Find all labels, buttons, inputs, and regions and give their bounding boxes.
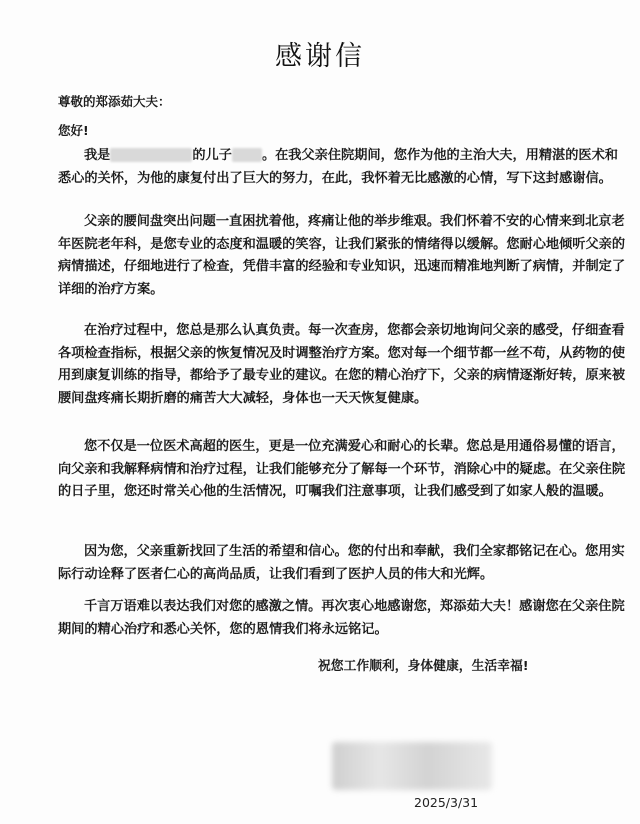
closing-wishes: 祝您工作顺利，身体健康，生活幸福! (318, 659, 529, 674)
redacted-signature (332, 742, 492, 790)
paragraph-hope: 因为您，父亲重新找回了生活的希望和信心。您的付出和奉献，我们全家都铭记在心。您用实际行动诠释了医者仁心的高尚品质，让我们看到了医护人员的伟大和光辉。 (58, 544, 625, 582)
paragraph-thanks: 千言万语难以表达我们对您的感激之情。再次衷心地感谢您，郑添茹大夫！感谢您在父亲住院期间的精心治疗和悉心关怀，您的恩情我们将永远铭记。 (58, 599, 625, 637)
intro-text-end: 。在我父亲住院期间，您作为他的主治大夫，用精湛的医术和悉心的关怀，为他的康复付出了巨大的努力，在此，我怀着无比感激的心情，写下这封感谢信。 (58, 148, 618, 186)
greeting: 您好! (58, 123, 89, 138)
paragraph-treatment: 在治疗过程中，您总是那么认真负责。每一次查房，您都会亲切地询问父亲的感受，仔细查看各项检查指标，根据父亲的恢复情况及时调整治疗方案。您对每一个细节都一丝不苟，从药物的使用到康复训练的指导，都给予了最专业的建议。在您的精心治疗下，父亲的病情逐渐好转，原来被腰间盘疼痛长期折磨的痛苦大大减轻，身体也一天天恢复健康。 (58, 323, 626, 406)
paragraph-care: 您不仅是一位医术高超的医生，更是一位充满爱心和耐心的长辈。您总是用通俗易懂的语言，向父亲和我解释病情和治疗过程，让我们能够充分了解每一个环节，消除心中的疑虑。在父亲住院的日子里，您还时常关心他的生活情况，叮嘱我们注意事项，让我们感受到了如家人般的温暖。 (58, 439, 626, 499)
paragraph-intro (58, 145, 626, 190)
redacted-father-name (110, 148, 192, 162)
intro-text-middle: 的儿子 (192, 148, 232, 163)
salutation: 尊敬的郑添茹大夫： (58, 94, 171, 109)
paragraph-diagnosis: 父亲的腰间盘突出问题一直困扰着他，疼痛让他的举步维艰。我们怀着不安的心情来到北京老年医院老年科，是您专业的态度和温暖的笑容，让我们紧张的情绪得以缓解。您耐心地倾听父亲的病情描述，仔细地进行了检查，凭借丰富的经验和专业知识，迅速而精准地判断了病情，并制定了详细的治疗方案。 (58, 214, 626, 297)
intro-text-start: 我是 (84, 148, 111, 163)
redacted-son-name (232, 148, 262, 162)
letter-date: 2025/3/31 (414, 795, 479, 810)
letter-title: 感谢信 (275, 41, 365, 72)
